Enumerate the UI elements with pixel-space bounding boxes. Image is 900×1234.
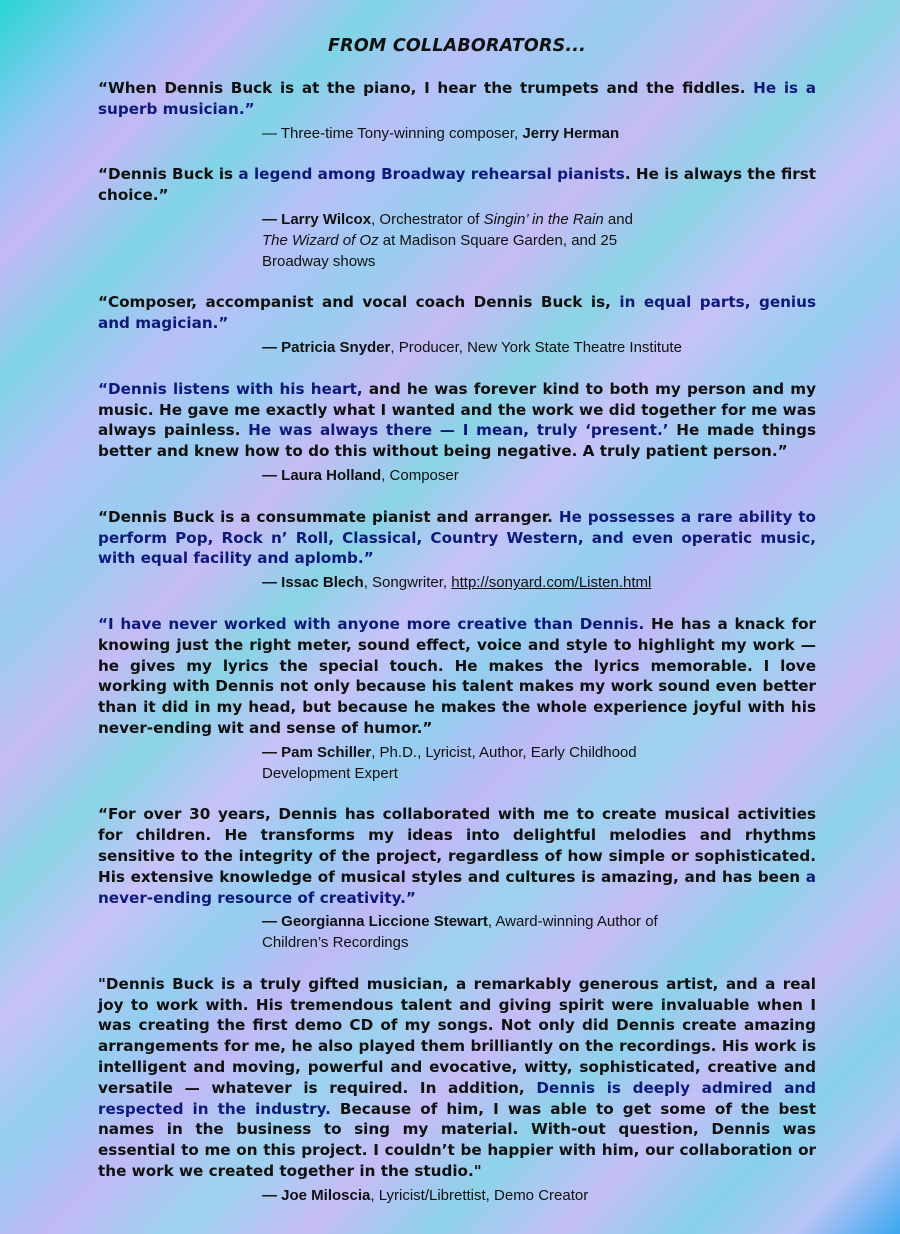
quote-text: “I have never worked with anyone more creative than Dennis. He has a knack for knowing just the right meter, sound effect, voice and style to highlight my work — he gives my lyrics the special touch. He makes the lyrics memorable. I love working with Dennis not only because his talent makes my work sound even better than it did in my head, but because he makes the whole experience joyful with his never-ending wit and sense of humor.”	[98, 614, 817, 737]
testimonial-pam-schiller	[98, 614, 816, 784]
author-name: — Patricia Snyder	[262, 338, 391, 356]
author-name: — Pam Schiller	[262, 743, 372, 761]
quote-text: “Dennis Buck is a legend among Broadway rehearsal pianists. He is always the first choice.”	[98, 165, 817, 205]
author-name: — Larry Wilcox	[262, 210, 372, 228]
attribution: — Three-time Tony-winning composer, Jerry Herman	[262, 124, 620, 142]
testimonial-joe-miloscia	[98, 974, 816, 1207]
quote-text: “Dennis Buck is a consummate pianist and arranger. He possesses a rare ability to perform Pop, Rock n’ Roll, Classical, Country Western, and even operatic music, with equal facility and aplomb.”	[98, 507, 816, 568]
quote-text: “Dennis listens with his heart, and he was forever kind to both my person and my music. He gave me exactly what I wanted and the work we did together for me was always painless. He was always there — I mean, truly ‘present.’ He made things better and knew how to do this without being negative. A truly patient person.”	[98, 379, 816, 461]
attribution: — Patricia Snyder, Producer, New York State Theatre Institute	[262, 338, 682, 356]
website-link[interactable]: http://sonyard.com/Listen.html	[451, 574, 652, 592]
collaborators-page	[98, 36, 816, 1227]
quote-text: “Composer, accompanist and vocal coach Dennis Buck is, in equal parts, genius and magician.”	[98, 293, 816, 333]
testimonial-larry-wilcox	[98, 164, 816, 272]
attribution: — Larry Wilcox, Orchestrator of Singin’ in the Rain and The Wizard of Oz at Madison Square Garden, and 25 Broadway shows	[262, 210, 633, 270]
attribution: — Laura Holland, Composer	[262, 466, 459, 484]
author-name: — Laura Holland	[262, 466, 382, 484]
author-name: — Joe Miloscia	[262, 1186, 371, 1204]
testimonial-issac-blech	[98, 507, 816, 594]
quote-text: "Dennis Buck is a truly gifted musician, a remarkably generous artist, and a real joy to work with. His tremendous talent and giving spirit were invaluable when I was creating the first demo CD of my songs. Not only did Dennis create amazing arrangements for me, he also played them brilliantly on the recordings. His work is intelligent and moving, powerful and evocative, witty, sophisticated, creative and versatile — whatever is required. In addition, Dennis is deeply admired and respected in the industry. Because of him, I was able to get some of the best names in the business to sing my material. With-out question, Dennis was essential to me on this project. I couldn’t be happier with him, our collaboration or the work we created together in the studio."	[98, 974, 816, 1181]
author-name: — Issac Blech	[262, 574, 364, 592]
attribution: — Pam Schiller, Ph.D., Lyricist, Author, Early Childhood Development Expert	[262, 743, 637, 782]
testimonial-georgianna-stewart	[98, 804, 816, 954]
quote-text: “For over 30 years, Dennis has collaborated with me to create musical activities for children. He transforms my ideas into delightful melodies and rhythms sensitive to the integrity of the project, regardless of how simple or sophisticated. His extensive knowledge of musical styles and cultures is amazing, and has been a never-ending resource of creativity.”	[98, 805, 816, 907]
attribution: — Joe Miloscia, Lyricist/Librettist, Demo Creator	[262, 1186, 589, 1204]
page-title: FROM COLLABORATORS...	[328, 36, 586, 56]
testimonial-patricia-snyder	[98, 292, 816, 358]
attribution: — Issac Blech, Songwriter, http://sonyard.com/Listen.html	[262, 574, 652, 592]
attribution: — Georgianna Liccione Stewart, Award-winning Author of Children’s Recordings	[262, 913, 658, 952]
author-name: — Georgianna Liccione Stewart	[262, 913, 488, 931]
quote-text: “When Dennis Buck is at the piano, I hear the trumpets and the fiddles. He is a superb musician.”	[98, 79, 816, 118]
testimonial-laura-holland	[98, 379, 816, 487]
testimonial-jerry-herman	[98, 78, 816, 144]
author-name: Jerry Herman	[522, 124, 620, 142]
